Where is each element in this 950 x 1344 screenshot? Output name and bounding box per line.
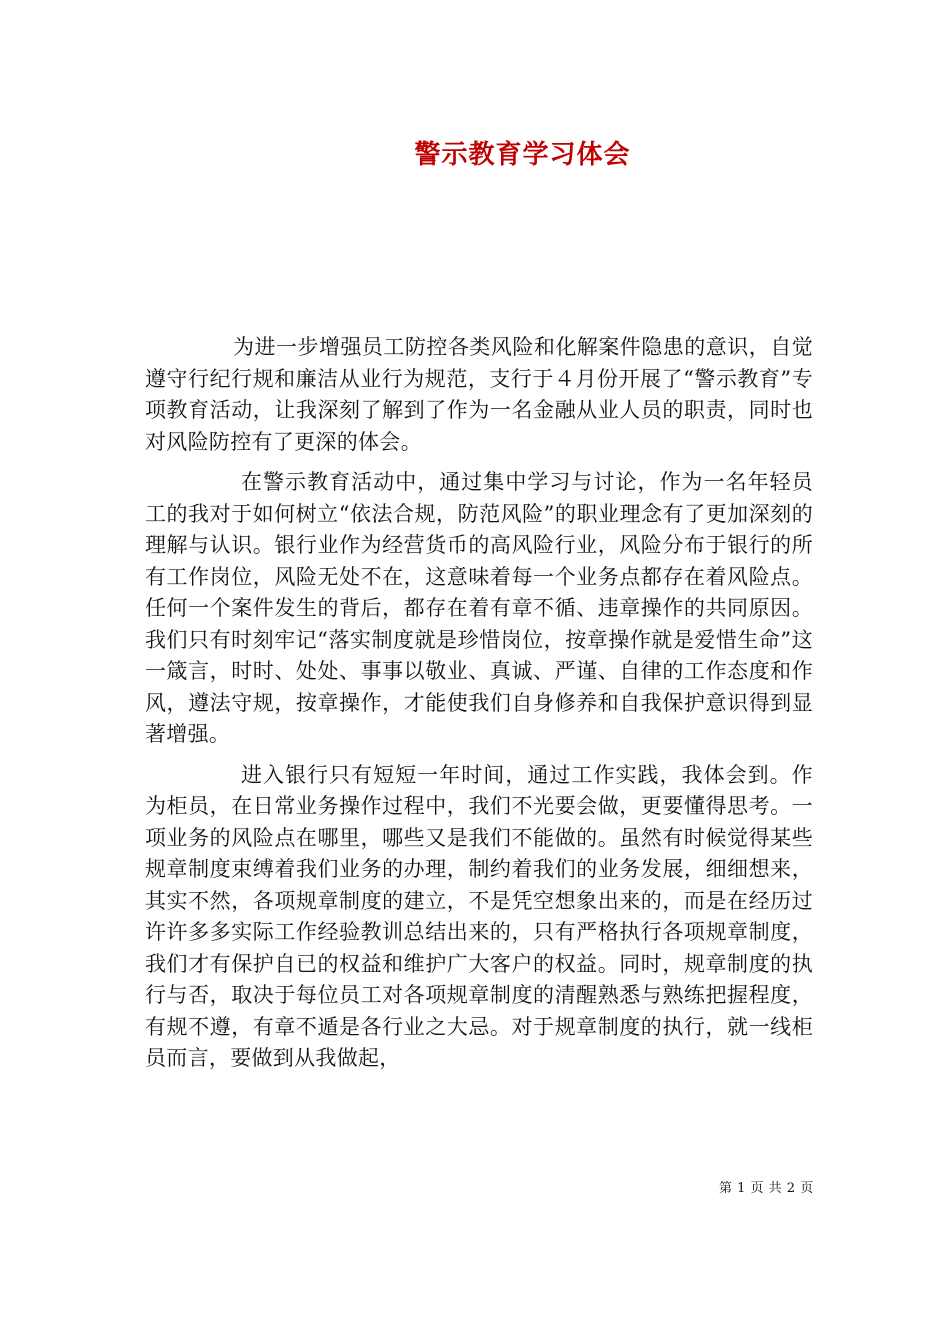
page-title: 警示教育学习体会 — [414, 140, 631, 170]
page-footer: 第 1 页 共 2 页 — [719, 1181, 814, 1196]
paragraph: 在警示教育活动中，通过集中学习与讨论，作为一名年轻员工的我对于如何树立“依法合规，防范风险”的职业理念有了更加深刻的理解与认识。银行业作为经营货币的高风险行业，风险分布于银行的所有工作岗位，风险无处不在，这意味着每一个业务点都存在着风险点。任何一个案件发生的背后，都存在着有章不循、违章操作的共同原因。我们只有时刻牢记“落实制度就是珍惜岗位，按章操作就是爱惜生命”这一箴言，时时、处处、事事以敬业、真诚、严谨、自律的工作态度和作风，遵法守规，按章操作，才能使我们自身修养和自我保护意识得到显著增强。 — [145, 470, 813, 746]
paragraph: 为进一步增强员工防控各类风险和化解案件隐患的意识，自觉遵守行纪行规和廉洁从业行为规范，支行于４月份开展了“警示教育”专项教育活动，让我深刻了解到了作为一名金融从业人员的职责，同时也对风险防控有了更深的体会。 — [145, 335, 813, 454]
paragraph: 进入银行只有短短一年时间，通过工作实践，我体会到。作为柜员，在日常业务操作过程中，我们不光要会做，更要懂得思考。一项业务的风险点在哪里，哪些又是我们不能做的。虽然有时候觉得某些规章制度束缚着我们业务的办理，制约着我们的业务发展，细细想来，其实不然，各项规章制度的建立，不是凭空想象出来的，而是在经历过许许多多实际工作经验教训总结出来的，只有严格执行各项规章制度，我们才有保护自已的权益和维护广大客户的权益。同时，规章制度的执行与否，取决于每位员工对各项规章制度的清醒熟悉与熟练把握程度，有规不遵，有章不遁是各行业之大忌。对于规章制度的执行，就一线柜员而言，要做到从我做起， — [145, 762, 813, 1070]
document-body — [145, 332, 813, 1075]
